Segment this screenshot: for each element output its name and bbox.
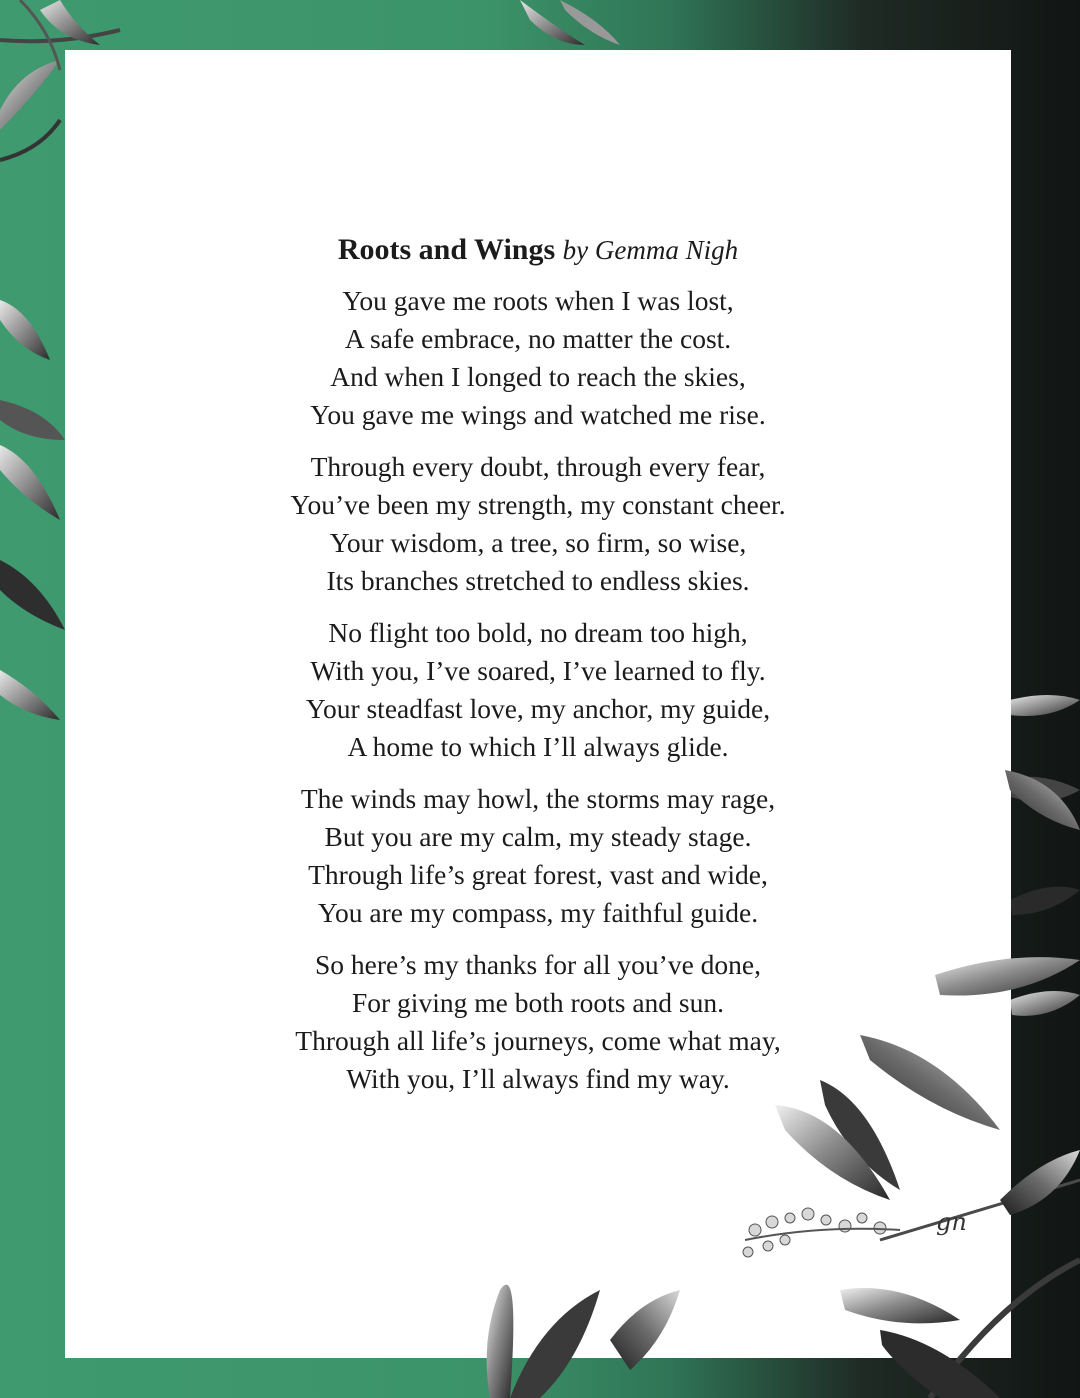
poem-line: Through life’s great forest, vast and wide, [308,859,768,890]
poem-line: The winds may howl, the storms may rage, [300,783,776,814]
stanza-2 [65,448,1011,600]
poem-line: Your wisdom, a tree, so firm, so wise, [329,527,747,558]
poem-line: Your steadfast love, my anchor, my guide, [305,693,771,724]
poem-line: A home to which I’ll always glide. [347,731,729,762]
poem-line: Through every doubt, through every fear, [310,451,766,482]
poem-line: With you, I’ll always find my way. [346,1063,730,1094]
poem-line: With you, I’ve soared, I’ve learned to fly. [310,655,766,686]
author-signature: gn [936,1208,967,1236]
poem-line: So here’s my thanks for all you’ve done, [314,949,761,980]
poem-line: A safe embrace, no matter the cost. [344,323,732,354]
stanza-3 [65,614,1011,766]
stanza-4 [65,780,1011,932]
poem-line: And when I longed to reach the skies, [330,361,746,392]
poem-line: Its branches stretched to endless skies. [326,565,750,596]
poem-heading [65,228,1011,272]
poem-line: No flight too bold, no dream too high, [328,617,748,648]
poem-byline: by Gemma Nigh [562,235,739,265]
poem-line: You are my compass, my faithful guide. [317,897,759,928]
poem-line: Through all life’s journeys, come what may, [295,1025,781,1056]
stanza-5 [65,946,1011,1098]
poem-line: For giving me both roots and sun. [351,987,724,1018]
poem-line: But you are my calm, my steady stage. [324,821,752,852]
poem-line: You gave me wings and watched me rise. [310,399,766,430]
stanza-1 [65,282,1011,434]
poem-title: Roots and Wings [337,233,556,266]
poem [65,228,1011,1112]
poem-line: You gave me roots when I was lost, [342,285,734,316]
poem-line: You’ve been my strength, my constant cheer. [290,489,786,520]
